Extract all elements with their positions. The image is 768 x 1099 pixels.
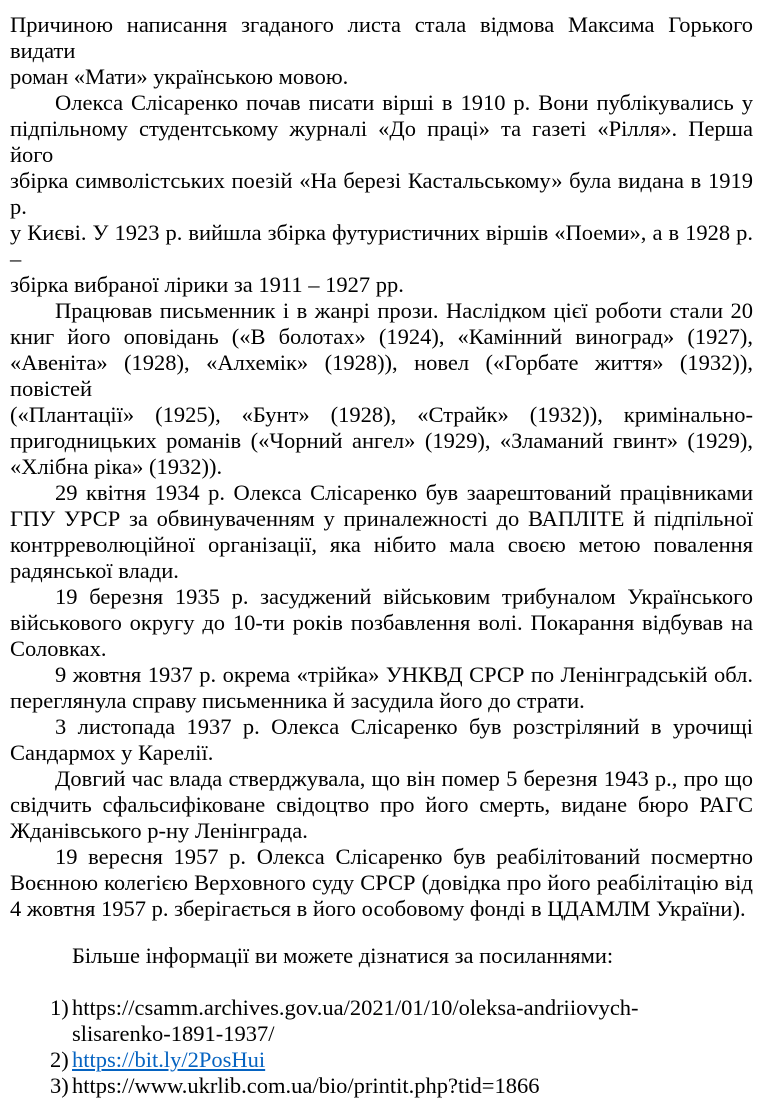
- url-text-line: https://csamm.archives.gov.ua/2021/01/10/oleksa-andriiovych-: [72, 995, 639, 1020]
- text-line: контрреволюційної організації, яка нібито мала своєю метою повалення: [10, 532, 753, 557]
- text-line: Соловках.: [10, 636, 107, 661]
- list-item-number: 3): [50, 1073, 69, 1098]
- more-info-text: Більше інформації ви можете дізнатися за посиланнями:: [72, 943, 614, 968]
- text-line: Довгий час влада стверджувала, що він помер 5 березня 1943 р., про що: [55, 766, 753, 791]
- para-sentence: [10, 584, 753, 662]
- list-item: [50, 1073, 753, 1099]
- para-poetry: [10, 90, 753, 298]
- links-list: [10, 995, 753, 1099]
- text-line: 19 вересня 1957 р. Олекса Слісаренко був реабілітований посмертно: [55, 844, 753, 869]
- text-line: Воєнною колегією Верховного суду СРСР (довідка про його реабілітацію від: [10, 870, 753, 895]
- text-line: Причиною написання згаданого листа стала відмова Максима Горького видати: [10, 12, 753, 63]
- text-line: підпільному студентському журналі «До праці» та газеті «Рілля». Перша його: [10, 116, 753, 167]
- para-execution: [10, 714, 753, 766]
- text-line: ГПУ УРСР за обвинуваченням у приналежності до ВАПЛІТЕ й підпільної: [10, 506, 753, 531]
- text-line: «Авеніта» (1928), «Алхемік» (1928)), новел («Горбате життя» (1932)), повістей: [10, 350, 753, 401]
- text-line: 29 квітня 1934 р. Олекса Слісаренко був заарештований працівниками: [55, 480, 753, 505]
- list-item-number: 1): [50, 995, 69, 1020]
- para-rehabilitation: [10, 844, 753, 922]
- url-text-line: slisarenko-1891-1937/: [72, 1021, 275, 1046]
- paragraphs: [10, 12, 753, 922]
- bitly-hyperlink[interactable]: https://bit.ly/2PosHui: [72, 1047, 266, 1072]
- text-line: Працював письменник і в жанрі прози. Наслідком цієї роботи стали 20: [55, 298, 753, 323]
- text-line: військового округу до 10-ти років позбавлення волі. Покарання відбував на: [10, 610, 753, 635]
- text-line: книг його оповідань («В болотах» (1924), «Камінний виноград» (1927),: [10, 324, 753, 349]
- para-letter-reason: [10, 12, 753, 90]
- text-line: пригодницьких романів («Чорний ангел» (1929), «Зламаний гвинт» (1929),: [10, 428, 753, 453]
- text-line: («Плантації» (1925), «Бунт» (1928), «Страйк» (1932)), кримінально-: [10, 402, 753, 427]
- para-arrest: [10, 480, 753, 584]
- text-line: 19 березня 1935 р. засуджений військовим трибуналом Українського: [55, 584, 753, 609]
- text-line: 3 листопада 1937 р. Олекса Слісаренко був розстріляний в урочищі: [55, 714, 753, 739]
- para-false-death: [10, 766, 753, 844]
- hyperlink-url: [72, 1047, 753, 1073]
- text-line: роман «Мати» українською мовою.: [10, 64, 349, 89]
- para-troika: [10, 662, 753, 714]
- text-line: радянської влади.: [10, 558, 179, 583]
- plain-url: [72, 995, 753, 1047]
- text-line: Олекса Слісаренко почав писати вірші в 1910 р. Вони публікувались у: [55, 90, 753, 115]
- text-line: Сандармох у Карелії.: [10, 740, 214, 765]
- text-line: 9 жовтня 1937 р. окрема «трійка» УНКВД СРСР по Ленінградській обл.: [55, 662, 753, 687]
- text-line: 4 жовтня 1957 р. зберігається в його особовому фонді в ЦДАМЛМ України).: [10, 896, 746, 921]
- para-prose: [10, 298, 753, 480]
- text-line: Жданівського р-ну Ленінграда.: [10, 818, 308, 843]
- list-item: [50, 1047, 753, 1073]
- text-line: свідчить сфальсифіковане свідоцтво про його смерть, видане бюро РАГС: [10, 792, 753, 817]
- text-line: збірка вибраної лірики за 1911 – 1927 рр.: [10, 272, 404, 297]
- text-line: переглянула справу письменника й засудила його до страти.: [10, 688, 585, 713]
- list-item-number: 2): [50, 1047, 69, 1072]
- url-text-line: https://www.ukrlib.com.ua/bio/printit.php?tid=1866: [72, 1073, 540, 1098]
- list-item: [50, 995, 753, 1047]
- text-line: збірка символістських поезій «На березі Кастальському» була видана в 1919 р.: [10, 168, 753, 219]
- plain-url: [72, 1073, 753, 1099]
- text-line: «Хлібна ріка» (1932)).: [10, 454, 223, 479]
- text-line: у Києві. У 1923 р. вийшла збірка футуристичних віршів «Поеми», а в 1928 р. –: [10, 220, 753, 271]
